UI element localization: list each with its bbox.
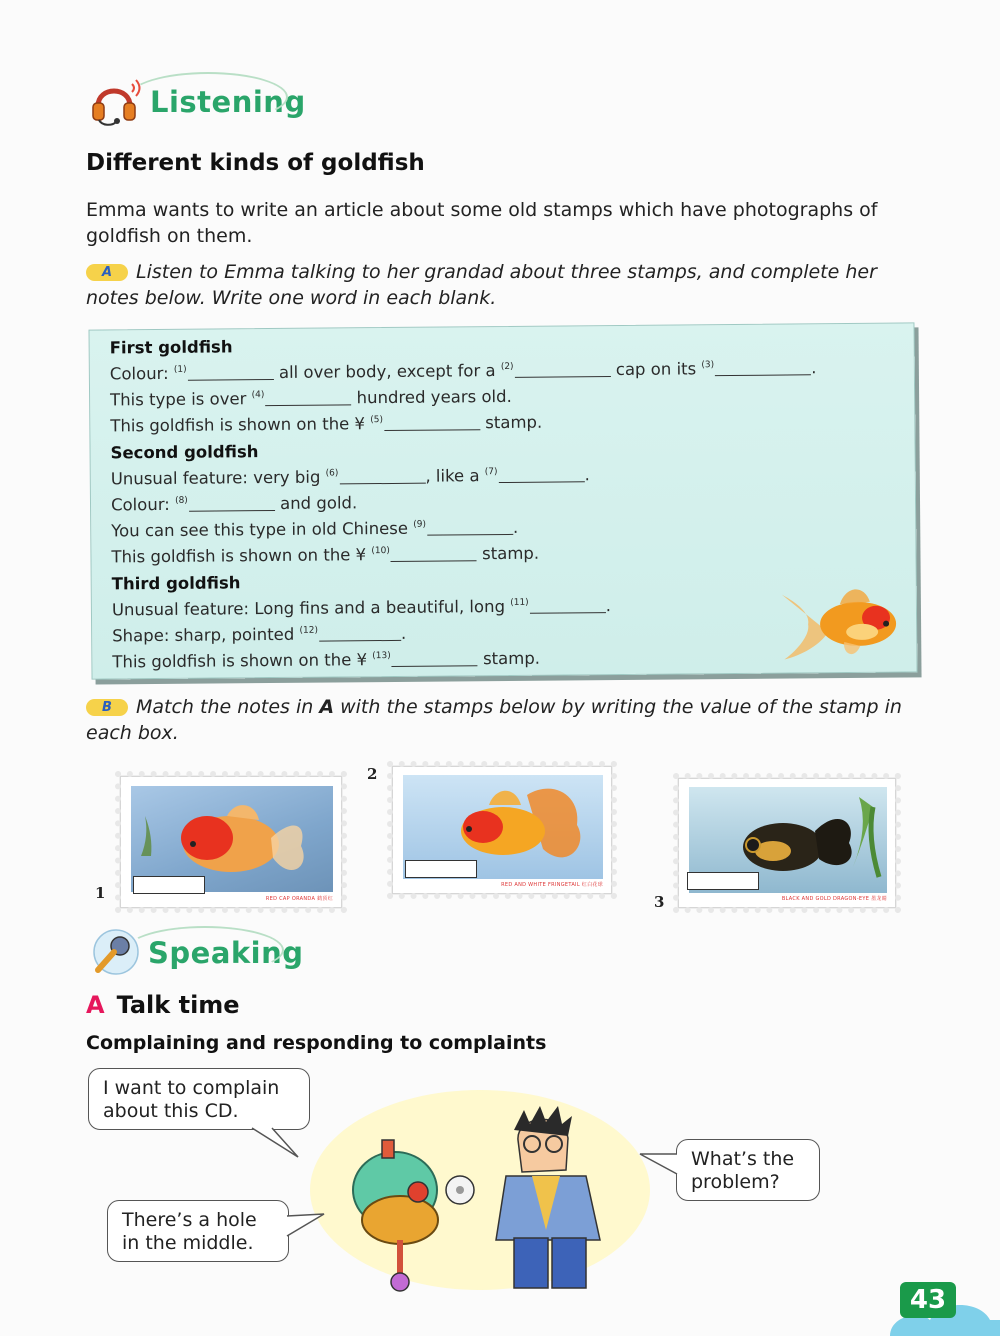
speaking-title: Speaking (148, 936, 304, 970)
blank-3[interactable] (715, 361, 811, 376)
bubble-text: There’s a hole in the middle. (122, 1209, 257, 1254)
note-text: Shape: sharp, pointed (112, 624, 300, 646)
task-a-tag: A (86, 264, 128, 281)
task-a-text: Listen to Emma talking to her grandad about three stamps, and complete her notes below. Write one word in each blank. (86, 261, 877, 309)
speaking-arc (126, 926, 284, 974)
part-title: Talk time (116, 991, 240, 1019)
bubble-tail (250, 1127, 302, 1159)
note-line-3 (110, 413, 542, 436)
note-line-4 (111, 465, 590, 488)
blank-1[interactable] (188, 366, 274, 381)
blank-number: (4) (251, 390, 265, 401)
blank-8[interactable] (189, 497, 275, 512)
note-text: This goldfish is shown on the ¥ (110, 414, 371, 436)
note-text: Colour: (110, 494, 176, 515)
task-b-tag: B (86, 699, 128, 716)
blank-number: (13) (372, 650, 391, 662)
note-text: stamp. (479, 412, 543, 433)
note-text: You can see this type in old Chinese (111, 518, 414, 541)
speaking-subheading: Complaining and responding to complaints (86, 1032, 547, 1054)
task-b-text: Match the notes in (136, 696, 320, 718)
note-line-8 (112, 596, 611, 619)
blank-12[interactable] (319, 627, 401, 642)
stamp-3-answer-box[interactable] (687, 872, 759, 890)
note-text: all over body, except for a (273, 361, 501, 382)
note-text: stamp. (476, 543, 540, 564)
blank-number: (2) (500, 361, 514, 373)
stamp-1 (120, 776, 342, 908)
page-number: 43 (900, 1282, 956, 1318)
stamp-2-answer-box[interactable] (405, 860, 477, 878)
blank-number: (6) (325, 468, 339, 479)
blank-number: (8) (175, 495, 188, 506)
note-line-2 (110, 387, 512, 410)
note-text: stamp. (477, 648, 541, 669)
talk-time-heading (86, 991, 240, 1019)
stamp-1-caption: RED CAP ORANDA 鹤顶红 (265, 896, 333, 902)
goldfish-heading: Different kinds of goldfish (86, 150, 425, 176)
note-text: This goldfish is shown on the ¥ (112, 650, 373, 672)
note-line-1 (110, 358, 817, 383)
stamp-3-number: 3 (654, 893, 665, 911)
bubble-text: I want to complain about this CD. (103, 1077, 280, 1122)
notes-panel (88, 322, 917, 679)
note-text: Colour: (109, 363, 175, 384)
blank-number: (1) (173, 364, 187, 375)
goldfish-illustration (780, 573, 909, 664)
stamp-1-answer-box[interactable] (133, 876, 205, 894)
stamp-2-caption: RED AND WHITE FRINGETAIL 红白花球 (501, 882, 603, 888)
blank-number: (5) (370, 415, 384, 426)
intro-paragraph: Emma wants to write an article about some old stamps which have photographs of goldfish on them. (86, 199, 878, 247)
task-b-bold: A (319, 696, 335, 718)
blank-11[interactable] (530, 599, 606, 614)
blank-7[interactable] (498, 468, 584, 483)
note-text: . (512, 517, 519, 537)
blank-9[interactable] (427, 521, 513, 536)
blank-4[interactable] (265, 391, 351, 406)
listening-arc (128, 72, 288, 122)
first-goldfish-head: First goldfish (109, 337, 233, 358)
task-b-instruction (86, 694, 916, 746)
cartoon-illustration (300, 1080, 670, 1300)
part-letter: A (86, 991, 105, 1019)
speech-bubble-hole (107, 1200, 289, 1262)
blank-number: (12) (299, 625, 318, 636)
bubble-tail (638, 1150, 678, 1180)
listening-title: Listening (150, 85, 306, 119)
blank-number: (11) (510, 597, 529, 608)
blank-6[interactable] (339, 470, 425, 485)
note-text: and gold. (274, 493, 358, 513)
blank-2[interactable] (515, 363, 611, 378)
stamp-3 (678, 778, 896, 908)
note-line-9 (112, 624, 406, 646)
note-line-7 (111, 544, 539, 567)
blank-number: (10) (371, 545, 390, 557)
note-text: . (811, 358, 817, 378)
blank-number: (3) (701, 360, 715, 371)
note-text: This goldfish is shown on the ¥ (111, 545, 372, 567)
note-text: . (400, 623, 407, 643)
note-text: . (584, 465, 590, 485)
note-line-10 (112, 649, 540, 672)
stamp-1-number: 1 (95, 884, 106, 902)
note-text: , like a (425, 466, 485, 486)
note-text: Unusual feature: very big (110, 467, 326, 489)
blank-5[interactable] (384, 416, 480, 431)
note-text: Unusual feature: Long fins and a beautiful, long (111, 596, 511, 620)
bubble-text: What’s the problem? (691, 1148, 795, 1193)
task-a-instruction (86, 259, 916, 311)
blank-number: (9) (413, 519, 427, 530)
second-goldfish-head: Second goldfish (110, 442, 259, 463)
blank-13[interactable] (392, 652, 478, 667)
note-text: This type is over (110, 389, 252, 410)
speech-bubble-complaint (88, 1068, 310, 1130)
stamp-2 (392, 766, 612, 894)
third-goldfish-head: Third goldfish (111, 573, 241, 594)
note-line-6 (111, 518, 518, 541)
note-text: hundred years old. (351, 386, 512, 408)
task-b-text: with the stamps below by writing the value of the stamp in each box. (86, 696, 902, 744)
note-text: cap on its (610, 359, 702, 380)
stamp-2-number: 2 (367, 765, 378, 783)
stamp-3-caption: BLACK AND GOLD DRAGON-EYE 墨龙睛 (781, 896, 887, 902)
blank-10[interactable] (391, 547, 477, 562)
blank-number: (7) (484, 467, 498, 478)
speech-bubble-problem (676, 1139, 820, 1201)
note-line-5 (111, 493, 357, 514)
bubble-tail (286, 1212, 326, 1242)
note-text: . (605, 596, 612, 616)
